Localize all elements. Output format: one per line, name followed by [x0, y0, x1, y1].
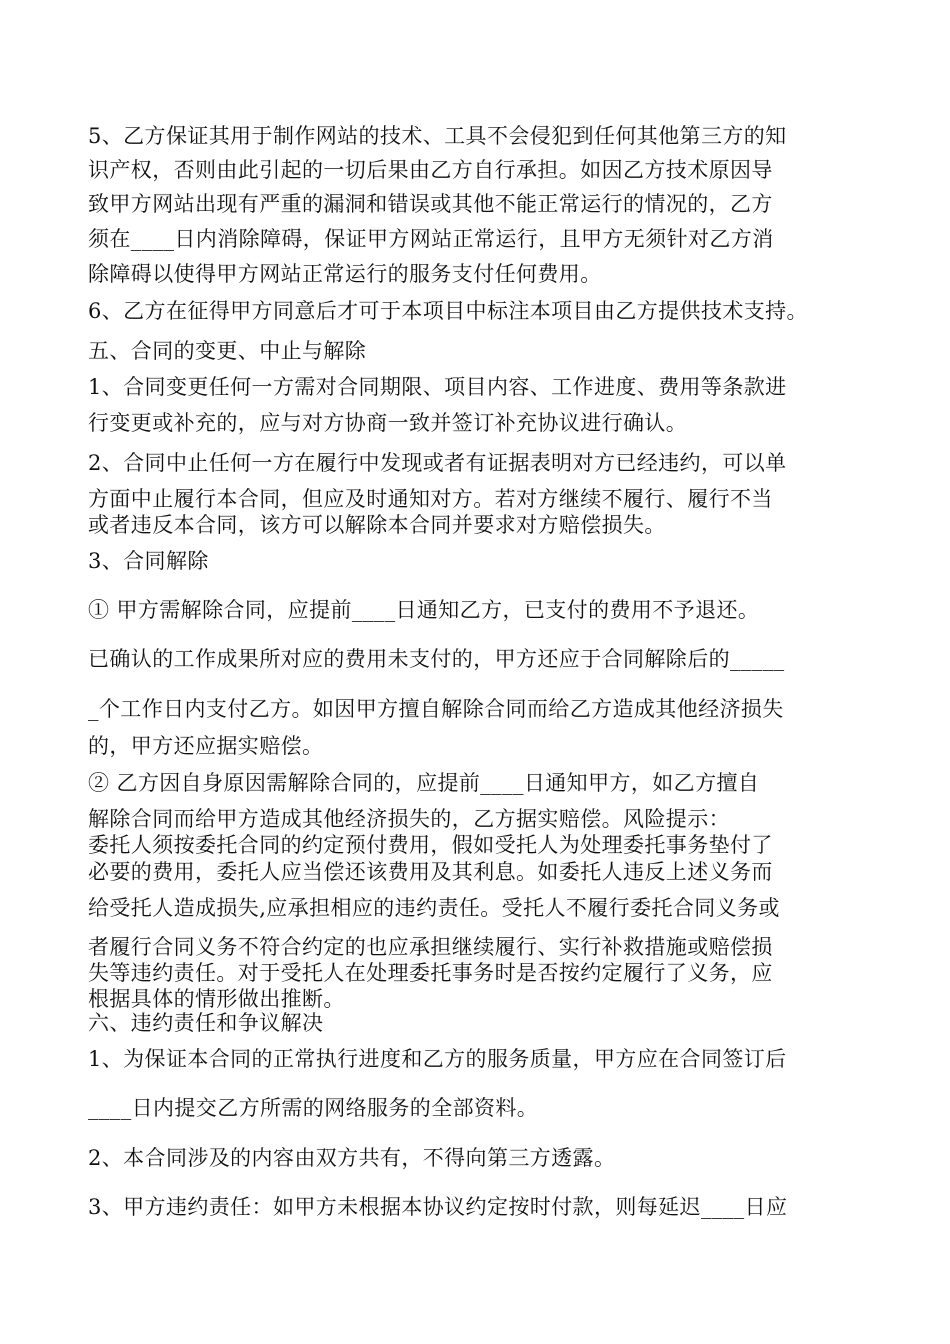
- text-line: 3、甲方违约责任：如甲方未根据本协议约定按时付款，则每延迟____日应: [88, 1195, 788, 1219]
- text-line: 2、本合同涉及的内容由双方共有，不得向第三方透露。: [88, 1146, 616, 1170]
- text-line: 失等违约责任。对于受托人在处理委托事务时是否按约定履行了义务，应: [88, 961, 773, 985]
- text-line: ① 甲方需解除合同，应提前____日通知乙方，已支付的费用不予退还。: [88, 598, 760, 622]
- text-line: 的，甲方还应据实赔偿。: [88, 734, 324, 758]
- text-line: 行变更或补充的，应与对方协商一致并签订补充协议进行确认。: [88, 411, 688, 435]
- text-line: 须在____日内消除障碍，保证甲方网站正常运行，且甲方无须针对乙方消: [88, 227, 774, 251]
- text-line: 1、合同变更任何一方需对合同期限、项目内容、工作进度、费用等条款进: [88, 375, 787, 399]
- text-line: 根据具体的情形做出推断。: [88, 987, 345, 1011]
- text-line: 给受托人造成损失,应承担相应的违约责任。受托人不履行委托合同义务或: [88, 896, 780, 920]
- text-line: _个工作日内支付乙方。如因甲方擅自解除合同而给乙方造成其他经济损失: [88, 697, 784, 721]
- text-line: 必要的费用，委托人应当偿还该费用及其利息。如委托人违反上述义务而: [88, 860, 773, 884]
- text-line: 方面中止履行本合同，但应及时通知对方。若对方继续不履行、履行不当: [88, 487, 773, 511]
- section-heading: 五、合同的变更、中止与解除: [88, 339, 367, 363]
- text-line: 识产权，否则由此引起的一切后果由乙方自行承担。如因乙方技术原因导: [88, 158, 773, 182]
- text-line: 解除合同而给甲方造成其他经济损失的，乙方据实赔偿。风险提示：: [88, 807, 730, 831]
- text-line: 已确认的工作成果所对应的费用未支付的，甲方还应于合同解除后的_____: [88, 647, 785, 671]
- text-line: 除障碍以使得甲方网站正常运行的服务支付任何费用。: [88, 262, 602, 286]
- text-line: 5、乙方保证其用于制作网站的技术、工具不会侵犯到任何其他第三方的知: [88, 124, 787, 148]
- text-line: 者履行合同义务不符合约定的也应承担继续履行、实行补救措施或赔偿损: [88, 935, 773, 959]
- text-line: 委托人须按委托合同的约定预付费用，假如受托人为处理委托事务垫付了: [88, 833, 773, 857]
- text-line: 致甲方网站出现有严重的漏洞和错误或其他不能正常运行的情况的，乙方: [88, 192, 773, 216]
- text-line: 2、合同中止任何一方在履行中发现或者有证据表明对方已经违约，可以单: [88, 451, 787, 475]
- text-line: 1、为保证本合同的正常执行进度和乙方的服务质量，甲方应在合同签订后: [88, 1047, 787, 1071]
- text-line: 3、合同解除: [88, 549, 209, 573]
- text-line: ② 乙方因自身原因需解除合同的，应提前____日通知甲方，如乙方擅自: [88, 771, 760, 795]
- text-line: 6、乙方在征得甲方同意后才可于本项目中标注本项目由乙方提供技术支持。: [88, 299, 808, 323]
- text-line: ____日内提交乙方所需的网络服务的全部资料。: [88, 1096, 539, 1120]
- section-heading: 六、违约责任和争议解决: [88, 1011, 324, 1035]
- text-line: 或者违反本合同，该方可以解除本合同并要求对方赔偿损失。: [88, 513, 666, 537]
